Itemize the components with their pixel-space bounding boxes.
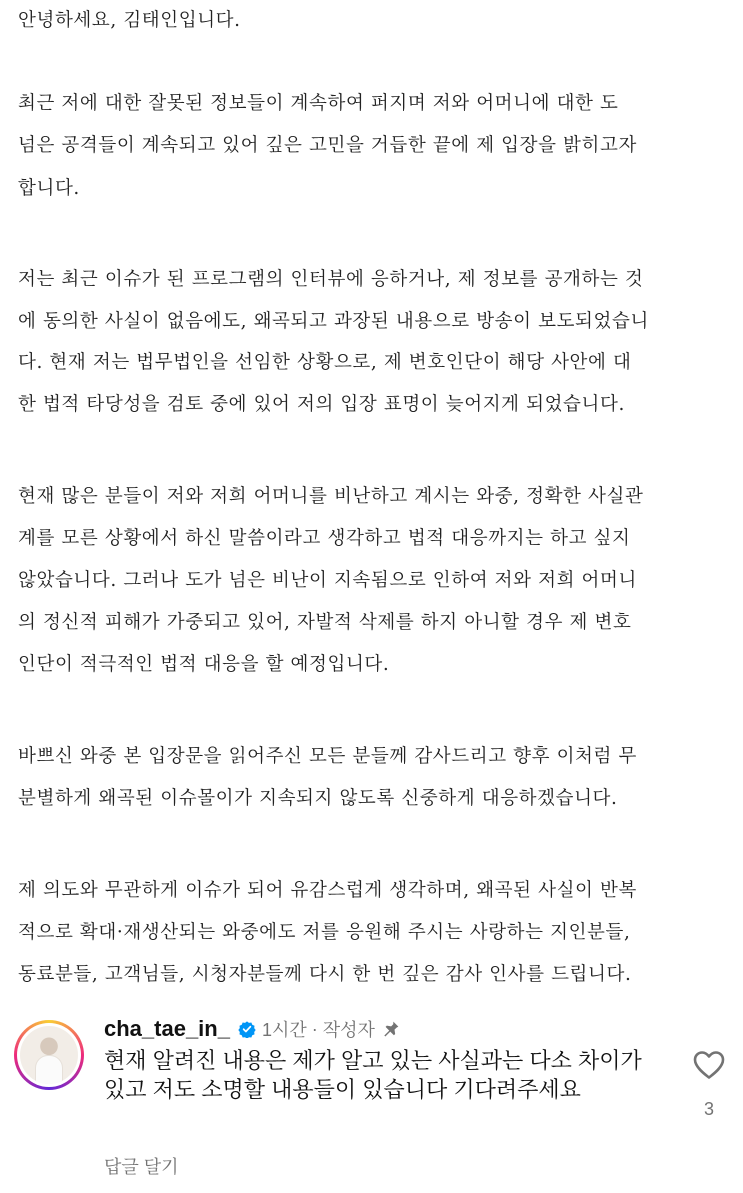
reply-button[interactable]: 답글 달기	[104, 1157, 179, 1177]
statement-line: 않았습니다. 그러나 도가 넘은 비난이 지속됨으로 인하여 저와 저희 어머니	[18, 570, 637, 591]
statement-text-block	[18, 0, 726, 1000]
meta-separator: ·	[311, 1018, 318, 1039]
statement-line: 에 동의한 사실이 없음에도, 왜곡되고 과장된 내용으로 방송이 보도되었습니	[18, 311, 649, 332]
statement-line: 다. 현재 저는 법무법인을 선임한 상황으로, 제 변호인단이 해당 사안에 대	[18, 352, 632, 373]
author-tag: 작성자	[322, 1020, 375, 1040]
avatar-person-shape	[36, 1056, 62, 1084]
statement-line: 넘은 공격들이 계속되고 있어 깊은 고민을 거듭한 끝에 제 입장을 밝히고자	[18, 135, 637, 156]
avatar-ring-gap	[17, 1023, 81, 1087]
heart-outline-icon[interactable]	[692, 1050, 726, 1080]
statement-line: 인단이 적극적인 법적 대응을 할 예정입니다.	[18, 654, 390, 675]
avatar-story-ring[interactable]	[14, 1020, 84, 1090]
avatar	[20, 1026, 78, 1084]
comment-item	[0, 1003, 743, 1193]
statement-line: 동료분들, 고객님들, 시청자분들께 다시 한 번 깊은 감사 인사를 드립니다.	[18, 964, 632, 985]
verified-badge-icon	[238, 1020, 256, 1038]
statement-line: 적으로 확대·재생산되는 와중에도 저를 응원해 주시는 사랑하는 지인분들,	[18, 922, 631, 943]
comment-time: 1시간	[261, 1020, 307, 1040]
statement-line: 합니다.	[18, 178, 80, 199]
statement-line: 바쁘신 와중 본 입장문을 읽어주신 모든 분들께 감사드리고 향후 이처럼 무	[18, 746, 637, 767]
statement-line: 저는 최근 이슈가 된 프로그램의 인터뷰에 응하거나, 제 정보를 공개하는 것	[18, 269, 644, 290]
comment-username[interactable]: cha_tae_in_	[104, 1016, 230, 1041]
statement-line: 분별하게 왜곡된 이슈몰이가 지속되지 않도록 신중하게 대응하겠습니다.	[18, 788, 618, 809]
like-count: 3	[703, 1099, 714, 1119]
statement-line: 한 법적 타당성을 검토 중에 있어 저의 입장 표명이 늦어지게 되었습니다.	[18, 394, 625, 415]
comment-meta	[104, 1017, 401, 1041]
statement-line: 현재 많은 분들이 저와 저희 어머니를 비난하고 계시는 와중, 정확한 사실관	[18, 486, 644, 507]
statement-line: 최근 저에 대한 잘못된 정보들이 계속하여 퍼지며 저와 어머니에 대한 도	[18, 93, 619, 114]
statement-line: 의 정신적 피해가 가중되고 있어, 자발적 삭제를 하지 아니할 경우 제 변호	[18, 612, 632, 633]
comment-text: 현재 알려진 내용은 제가 알고 있는 사실과는 다소 차이가 있고 저도 소명할 내용들이 있습니다 기다려주세요	[104, 1048, 642, 1102]
statement-line: 제 의도와 무관하게 이슈가 되어 유감스럽게 생각하며, 왜곡된 사실이 반복	[18, 880, 637, 901]
statement-line: 계를 모른 상황에서 하신 말씀이라고 생각하고 법적 대응까지는 하고 싶지	[18, 528, 631, 549]
statement-greeting-line: 안녕하세요, 김태인입니다.	[18, 10, 241, 31]
pin-icon	[381, 1019, 401, 1039]
